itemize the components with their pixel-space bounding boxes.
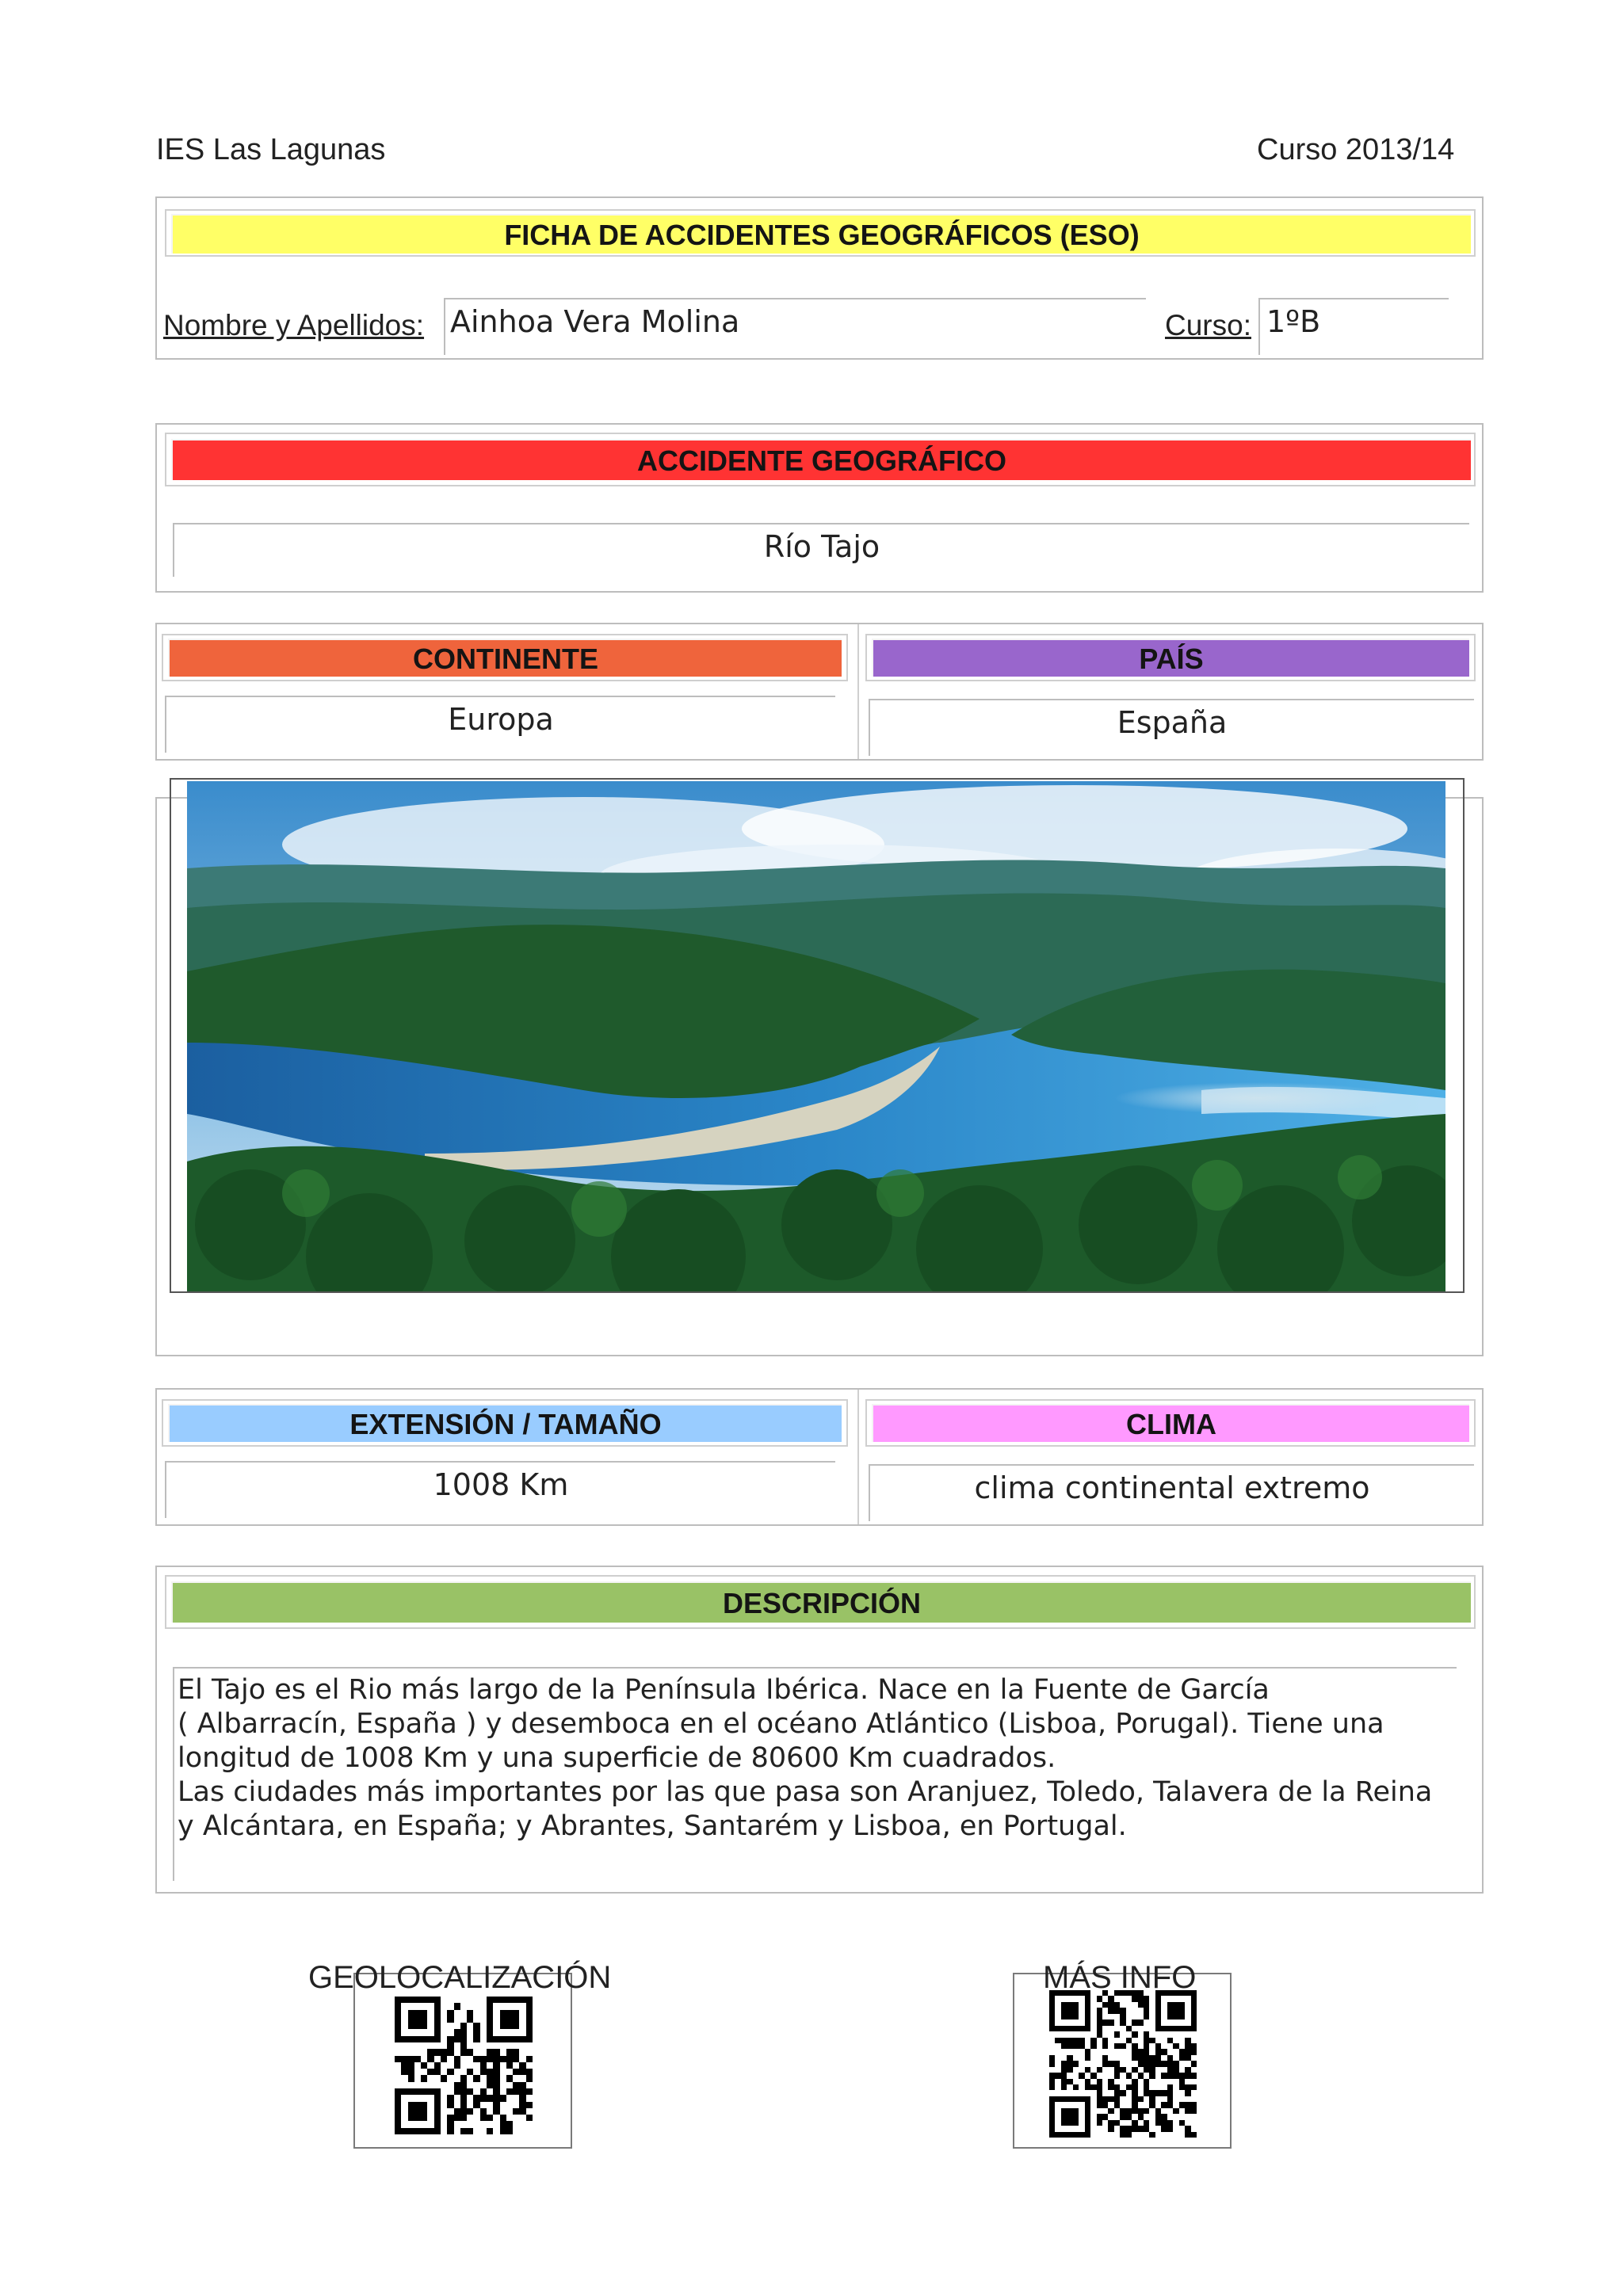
more-info-qr-code	[1049, 1990, 1197, 2138]
description-line-3: longitud de 1008 Km y una superficie de 80600 Km cuadrados.	[178, 1742, 1056, 1774]
location-divider	[857, 624, 859, 759]
description-line-5: y Alcántara, en España; y Abrantes, Santarém y Lisboa, en Portugal.	[178, 1810, 1127, 1842]
extent-field[interactable]	[165, 1461, 835, 1518]
more-info-label: MÁS INFO	[1043, 1960, 1197, 1995]
course-field[interactable]	[1258, 298, 1449, 355]
course-label: Curso:	[1165, 309, 1251, 341]
description-heading: DESCRIPCIÓN	[171, 1581, 1471, 1623]
climate-value: clima continental extremo	[974, 1470, 1370, 1505]
feature-value: Río Tajo	[763, 529, 880, 564]
country-field[interactable]	[869, 699, 1474, 756]
extent-value: 1008 Km	[433, 1467, 569, 1502]
name-field[interactable]	[444, 298, 1146, 355]
extent-heading: EXTENSIÓN / TAMAÑO	[168, 1404, 842, 1442]
course-value: 1ºB	[1266, 304, 1321, 339]
sheet-header-section	[155, 196, 1484, 360]
feature-heading: ACCIDENTE GEOGRÁFICO	[171, 439, 1471, 480]
feature-section	[155, 423, 1484, 593]
location-section	[155, 623, 1484, 761]
name-label: Nombre y Apellidos:	[163, 309, 425, 341]
sheet-title: FICHA DE ACCIDENTES GEOGRÁFICOS (ESO)	[171, 214, 1471, 254]
climate-heading: CLIMA	[872, 1404, 1469, 1442]
continent-value: Europa	[448, 702, 554, 737]
description-section	[155, 1566, 1484, 1894]
geolocation-qr-code	[395, 1997, 533, 2134]
extent-climate-divider	[857, 1390, 859, 1524]
geolocation-label: GEOLOCALIZACIÓN	[308, 1960, 612, 1995]
description-line-2: ( Albarracín, España ) y desemboca en el océano Atlántico (Lisboa, Porugal). Tiene una	[178, 1708, 1384, 1740]
description-field[interactable]	[173, 1667, 1457, 1881]
feature-field[interactable]	[173, 523, 1469, 577]
name-value: Ainhoa Vera Molina	[450, 304, 740, 339]
country-value: España	[1117, 705, 1228, 740]
more-info-qr-box[interactable]	[1013, 1973, 1232, 2149]
continent-field[interactable]	[165, 696, 835, 753]
climate-field[interactable]	[869, 1464, 1474, 1521]
continent-heading: CONTINENTE	[168, 639, 842, 677]
extent-climate-section	[155, 1388, 1484, 1526]
river-landscape-image	[187, 781, 1445, 1291]
description-line-4: Las ciudades más importantes por las que pasa son Aranjuez, Toledo, Talavera de la Reina	[178, 1776, 1433, 1808]
course-year: Curso 2013/14	[1257, 133, 1455, 166]
river-photo	[187, 781, 1445, 1291]
country-heading: PAÍS	[872, 639, 1469, 677]
geolocation-qr-box[interactable]	[353, 1973, 572, 2149]
description-line-1: El Tajo es el Rio más largo de la Península Ibérica. Nace en la Fuente de García	[178, 1674, 1270, 1706]
school-name: IES Las Lagunas	[156, 133, 386, 166]
